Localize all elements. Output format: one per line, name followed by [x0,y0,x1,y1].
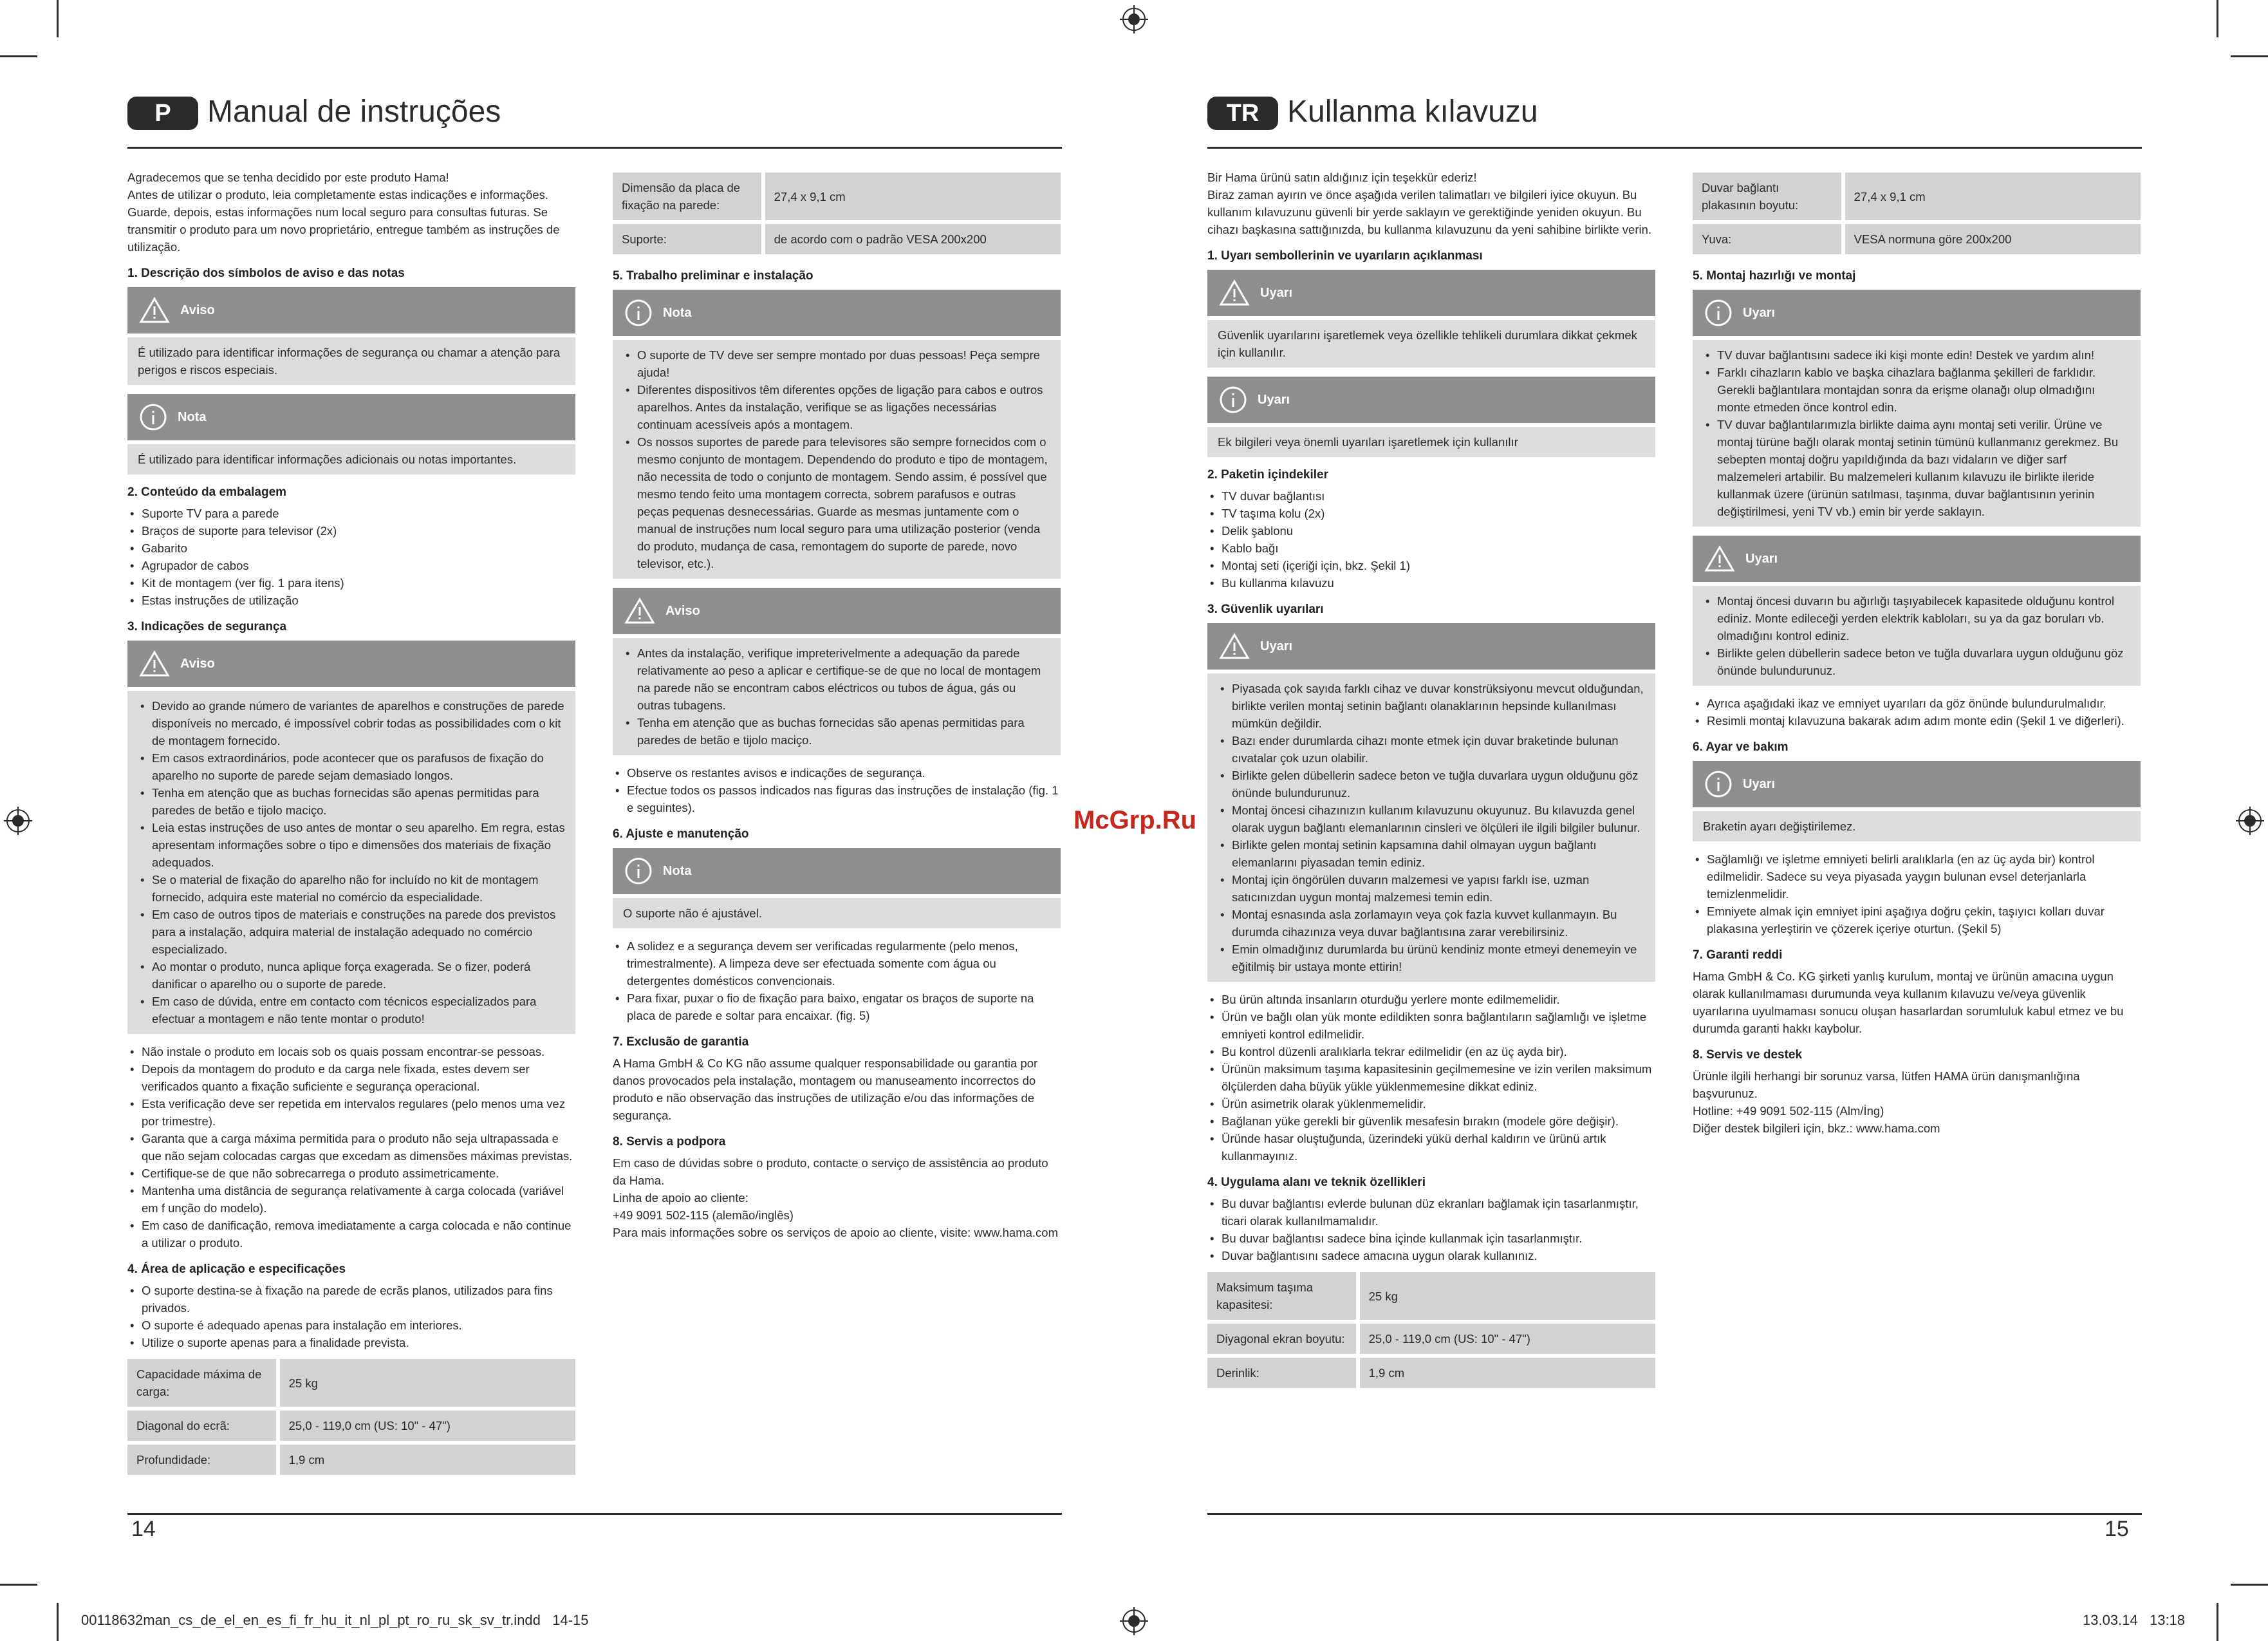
list-item: • Kablo bağı [1207,539,1655,557]
section-heading: 3. Güvenlik uyarıları [1207,603,1324,616]
safety-list [127,1043,575,1252]
maintenance-list [1693,850,2141,937]
list-item: • Montaj öncesi duvarın bu ağırlığı taşıyabilecek kapasitede olduğunu kontrol ediniz. Monte edileceği yerden elektrik kabloları, su ya da gaz boruları vb. olmadığını kontrol ediniz. [1703,592,2130,644]
list-item: • Resimli montaj kılavuzuna bakarak adım adım monte edin (Şekil 1 ve diğerleri). [1693,712,2141,729]
right-page-header [1207,97,2141,135]
list-item: • Tenha em atenção que as buchas fornecidas são apenas permitidas para paredes de betão e tijolo maciço. [138,784,565,819]
section-heading: 1. Uyarı sembollerinin ve uyarıların açıklanması [1207,249,1483,263]
section-heading: 8. Servis a podpora [613,1135,726,1149]
table-row: Capacidade máxima de carga: 25 kg [127,1359,575,1407]
list-item: • Ayrıca aşağıdaki ikaz ve emniyet uyarıları da göz önünde bulundurulmalıdır. [1693,695,2141,712]
package-contents-list [1207,487,1655,592]
note-box: Uyarı Ek bilgileri veya önemli uyarıları işaretlemek için kullanılır [1207,377,1655,457]
watermark: McGrp.Ru [1074,806,1197,834]
warning-triangle-icon [1704,545,1735,572]
table-row: Derinlik: 1,9 cm [1207,1358,1655,1388]
warning-triangle-icon [139,650,170,677]
print-date: 13.03.14 13:18 [2083,1612,2186,1628]
list-item: • Gabarito [127,539,575,557]
file-slug: 00118632man_cs_de_el_en_es_fi_fr_hu_it_nl_pl_pt_ro_ru_sk_sv_tr.indd 14-15 [81,1612,589,1628]
list-item: • Emniyete almak için emniyet ipini aşağıya doğru çekin, taşıyıcı kolları duvar plakasına yerleştirin ve çözerek içeriye oturtun. (Şekil 5) [1693,903,2141,937]
table-row: Diyagonal ekran boyutu: 25,0 - 119,0 cm (US: 10" - 47") [1207,1324,1655,1354]
section-heading: 2. Conteúdo da embalagem [127,485,287,499]
info-icon [1704,770,1733,798]
warning-box: Uyarı • Piyasada çok sayıda farklı cihaz ve duvar konstrüksiyonu mevcut olduğundan, birlikte verilen montaj setinin bağlantı olanaklarının hepsinde kullanılması mümkün değildir. • Bazı ender durumlarda cihazı monte etmek için duvar braketinde bulunan cıvatalar çok uzun olabilir. • Birlikte gelen dübellerin sadece beton ve tuğla duvarlara uygun olduğunu göz önünde bulundurunuz. • Montaj öncesi cihazınızın kullanım kılavuzunu okuyunuz. Bu kılavuzda genel olarak uygun bağlantı elemanlarının cinsleri ve ölçüleri ile ilgili bilgiler bulunur. • Birlikte gelen montaj setinin kapsamına dahil olmayan uygun bağlantı elemanlarını piyasadan temin ediniz. • Montaj için öngörülen duvarın malzemesi ve yapısı farklı ise, uzman satıcınızdan uygun montaj malzemesi temin edin. • Montaj esnasında asla zorlamayın veya çok fazla kuvvet kullanmayın. Bu durumda cihazınıza veya duvar bağlantısına zarar verebilirsiniz. • Emin olmadığınız durumlarda bu ürünü kendiniz monte etmeyi denemeyin ve eğitilmiş bir ustaya monte ettirin! [1207,623,1655,982]
table-row: Suporte: de acordo com o padrão VESA 200x200 [613,224,1061,254]
language-badge: P [127,97,198,130]
installation-list [1693,695,2141,729]
list-item: • Antes da instalação, verifique impreterivelmente a adequação da parede relativamente ao peso a aplicar e certifique-se de que no local de montagem na parede não se encontram cabos eléctricos ou tubos de água, gás ou outras tubagens. [623,644,1050,714]
table-row: Diagonal do ecrã: 25,0 - 119,0 cm (US: 10" - 47") [127,1411,575,1441]
list-item: • TV duvar bağlantılarımızla birlikte daima aynı montaj seti verilir. Ürüne ve montaj türüne bağlı olarak montaj setinin tümünü kullanmanız gerekmez. Bu sebepten montaj doğru yapıldığında da bazı vidaların ve diğer sarf malzemeleri artabilir. Bu malzemeleri kullanım kılavuzu ile birlikte ileride kullanmak üzere (ürünün satılması, taşınma, duvar bağlantısının yerinin değiştirilmesi, yeni TV vb.) emin bir yerde saklayın. [1703,416,2130,520]
list-item: • TV duvar bağlantısını sadece iki kişi monte edin! Destek ve yardım alın! [1703,346,2130,364]
page-title: Manual de instruções [207,95,501,129]
list-item: • TV taşıma kolu (2x) [1207,505,1655,522]
section-heading: 7. Garanti reddi [1693,948,1783,962]
list-item: • Montaj esnasında asla zorlamayın veya çok fazla kuvvet kullanmayın. Bu durumda cihazınıza veya duvar bağlantısına zarar verebilirsiniz. [1218,906,1645,941]
list-item: • Ao montar o produto, nunca aplique força exagerada. Se o fizer, poderá danificar o aparelho ou o suporte de parede. [138,958,565,993]
intro-text: Bir Hama ürünü satın aldığınız için teşekkür ederiz! Biraz zaman ayırın ve önce aşağıda verilen talimatları ve bilgileri iyice okuyun. Bu kullanım kılavuzunu güvenli bir yerde saklayın ve gerektiğinde yeniden okuyun. Bu cihazı başkasına sattığınızda, bu kullanma kılavuzunu da yeni sahibine birlikte verin. [1207,171,1652,236]
warning-box: Aviso É utilizado para identificar informações de segurança ou chamar a atenção para perigos e riscos especiais. [127,287,575,385]
table-row: Duvar bağlantı plakasının boyutu: 27,4 x 9,1 cm [1693,173,2141,220]
list-item: • Ürün ve bağlı olan yük monte edildikten sonra bağlantıların sağlamlığı ve işletme emniyeti kontrol edilmelidir. [1207,1008,1655,1043]
table-row: Maksimum taşıma kapasitesi: 25 kg [1207,1272,1655,1320]
footer-rule [1207,1513,2142,1515]
crop-mark [2231,1584,2268,1586]
list-item: • Piyasada çok sayıda farklı cihaz ve duvar konstrüksiyonu mevcut olduğundan, birlikte verilen montaj setinin bağlantı olanaklarının hepsinde kullanılması mümkün değildir. [1218,680,1645,732]
section-heading: 8. Servis ve destek [1693,1048,1803,1062]
list-item: • Os nossos suportes de parede para televisores são sempre fornecidos com o mesmo conjunto de montagem. Dependendo do produto e tipo de montagem, não necessita de todo o conjunto de montagem. Sendo assim, é possível que mesmo tendo feito uma montagem correcta, sobrem parafusos e outras peças pequenas desnecessárias. Guarde as mesmas juntamente com o manual de instruções num local seguro para uma utilização posterior (venda do produto, mudança de casa, remontagem do suporte de parede, novo televisor, etc.). [623,433,1050,572]
info-icon [1704,299,1733,327]
crop-mark [2231,55,2268,57]
section-heading: 6. Ajuste e manutenção [613,827,749,841]
table-row: Profundidade: 1,9 cm [127,1445,575,1475]
maintenance-list [613,937,1061,1024]
info-icon [624,857,653,885]
left-column-1 [127,169,575,1485]
list-item: • Montaj seti (içeriği için, bkz. Şekil 1) [1207,557,1655,574]
list-item: • Üründe hasar oluştuğunda, üzerindeki yükü derhal kaldırın ve ürünü artık kullanmayınız. [1207,1130,1655,1165]
warning-box: Uyarı • Montaj öncesi duvarın bu ağırlığı taşıyabilecek kapasitede olduğunu kontrol ediniz. Monte edileceği yerden elektrik kabloları, su ya da gaz boruları vb. olmadığını kontrol ediniz. • Birlikte gelen dübellerin sadece beton ve tuğla duvarlara uygun olduğunu göz önünde bulundurunuz. [1693,536,2141,686]
page-title: Kullanma kılavuzu [1287,95,1538,129]
list-item: • Em caso de outros tipos de materiais e construções na parede dos previstos para a instalação, adquira material de instalação adequado no comércio especializado. [138,906,565,958]
note-box: Uyarı • TV duvar bağlantısını sadece iki kişi monte edin! Destek ve yardım alın! • Farklı cihazların kablo ve başka cihazlara bağlanma şekilleri de farklıdır. Gerekli bağlantılara montajdan sonra da erişme olanağı olup olmadığını monte etmeden önce kontrol edin. • TV duvar bağlantılarımızla birlikte daima aynı montaj seti verilir. Ürüne ve montaj türüne bağlı olarak montaj setinin tümünü kullanmanız gerekmez. Bu sebepten montaj doğru yapıldığında da bazı vidaların ve diğer sarf malzemeleri artabilir. Bu malzemeleri kullanım kılavuzu ile birlikte ileride kullanmak üzere (ürünün satılması, taşınma, duvar bağlantısının yerinin değiştirilmesi, yeni TV vb.) emin bir yerde saklayın. [1693,290,2141,527]
spec-table [1693,169,2141,258]
right-column-2 [1693,169,2141,1142]
section-heading: 4. Área de aplicação e especificações [127,1262,346,1276]
crop-mark [57,0,59,37]
list-item: • Para fixar, puxar o fio de fixação para baixo, engatar os braços de suporte na placa de parede e soltar para encaixar. (fig. 5) [613,989,1061,1024]
list-item: • O suporte é adequado apenas para instalação em interiores. [127,1317,575,1334]
list-item: • Birlikte gelen dübellerin sadece beton ve tuğla duvarlara uygun olduğunu göz önünde bulundurunuz. [1703,644,2130,679]
list-item: • Bağlanan yüke gerekli bir güvenlik mesafesin bırakın (modele göre değişir). [1207,1112,1655,1130]
header-rule [1207,147,2142,149]
list-item: • Bu kontrol düzenli aralıklarla tekrar edilmelidir (en az üç ayda bir). [1207,1043,1655,1060]
section-heading: 7. Exclusão de garantia [613,1035,749,1049]
warning-triangle-icon [624,597,655,624]
crop-mark [0,55,37,57]
crop-mark [0,1584,37,1586]
section-heading: 5. Montaj hazırlığı ve montaj [1693,269,1856,283]
list-item: • Duvar bağlantısını sadece amacına uygun olarak kullanınız. [1207,1247,1655,1264]
list-item: • Não instale o produto em locais sob os quais possam encontrar-se pessoas. [127,1043,575,1060]
list-item: • Diferentes dispositivos têm diferentes opções de ligação para cabos e outros aparelhos. Antes da instalação, verifique se as ligações necessárias continuam acessíveis após a montagem. [623,381,1050,433]
list-item: • Bu ürün altında insanların oturduğu yerlere monte edilmemelidir. [1207,991,1655,1008]
list-item: • Observe os restantes avisos e indicações de segurança. [613,764,1061,782]
list-item: • Agrupador de cabos [127,557,575,574]
warning-triangle-icon [1219,279,1250,306]
right-column-1 [1207,169,1655,1398]
application-list [127,1282,575,1351]
list-item: • O suporte destina-se à fixação na parede de ecrãs planos, utilizados para fins privados. [127,1282,575,1317]
list-item: • Kit de montagem (ver fig. 1 para itens) [127,574,575,592]
service-text: Em caso de dúvidas sobre o produto, contacte o serviço de assistência ao produto da Hama. Linha de apoio ao cliente: +49 9091 502-115 (alemão/inglês) Para mais informações sobre os serviços de apoio ao cliente, visite: www.hama.com [613,1156,1058,1239]
spec-table [613,169,1061,258]
list-item: • Bazı ender durumlarda cihazı monte etmek için duvar braketinde bulunan cıvatalar çok uzun olabilir. [1218,732,1645,767]
section-heading: 1. Descrição dos símbolos de aviso e das notas [127,267,405,280]
list-item: • Utilize o suporte apenas para a finalidade prevista. [127,1334,575,1351]
crop-mark [57,1603,59,1641]
spec-table [127,1355,575,1479]
list-item: • A solidez e a segurança devem ser verificadas regularmente (pelo menos, trimestralmente). A limpeza deve ser efectuada somente com água ou detergentes domésticos convencionais. [613,937,1061,989]
list-item: • Montaj için öngörülen duvarın malzemesi ve yapısı farklı ise, uzman satıcınızdan uygun montaj malzemesi temin edin. [1218,871,1645,906]
list-item: • O suporte de TV deve ser sempre montado por duas pessoas! Peça sempre ajuda! [623,346,1050,381]
package-contents-list [127,505,575,609]
info-icon [624,299,653,327]
section-heading: 2. Paketin içindekiler [1207,468,1328,482]
list-item: • Bu kullanma kılavuzu [1207,574,1655,592]
list-item: • Birlikte gelen montaj setinin kapsamına dahil olmayan uygun bağlantı elemanlarını piyasadan temin ediniz. [1218,836,1645,871]
service-text: Ürünle ilgili herhangi bir sorunuz varsa, lütfen HAMA ürün danışmanlığına başvurunuz. Hotline: +49 9091 502-115 (Alm/İng) Diğer destek bilgileri için, bkz.: www.hama.com [1693,1069,2080,1135]
header-rule [127,147,1062,149]
list-item: • Efectue todos os passos indicados nas figuras das instruções de instalação (fig. 1 e seguintes). [613,782,1061,816]
info-icon [139,403,167,431]
spec-table [1207,1268,1655,1392]
table-row: Yuva: VESA normuna göre 200x200 [1693,224,2141,254]
list-item: • Farklı cihazların kablo ve başka cihazlara bağlanma şekilleri de farklıdır. Gerekli bağlantılara montajdan sonra da erişme olanağı olup olmadığını monte etmeden önce kontrol edin. [1703,364,2130,416]
list-item: • Birlikte gelen dübellerin sadece beton ve tuğla duvarlara uygun olduğunu göz önünde bulundurunuz. [1218,767,1645,802]
list-item: • Depois da montagem do produto e da carga nele fixada, estes devem ser verificados quanto a fixação suficiente e segurança operacional. [127,1060,575,1095]
list-item: • Devido ao grande número de variantes de aparelhos e construções de parede disponíveis no mercado, é impossível cobrir todas as possibilidades com o kit de montagem fornecido. [138,697,565,749]
list-item: • Certifique-se de que não sobrecarrega o produto assimetricamente. [127,1165,575,1182]
list-item: • Garanta que a carga máxima permitida para o produto não seja ultrapassada e que não sejam colocadas cargas que excedam as dimensões máximas previstas. [127,1130,575,1165]
registration-mark-icon [4,807,32,835]
warning-triangle-icon [139,297,170,324]
registration-mark-icon [1120,1607,1148,1635]
list-item: • TV duvar bağlantısı [1207,487,1655,505]
list-item: • Tenha em atenção que as buchas fornecidas são apenas permitidas para paredes de betão e tijolo maciço. [623,714,1050,749]
list-item: • Ürün asimetrik olarak yüklenmemelidir. [1207,1095,1655,1112]
crop-mark [2217,1603,2218,1641]
installation-list [613,764,1061,816]
registration-mark-icon [1120,5,1148,33]
warranty-text: Hama GmbH & Co. KG şirketi yanlış kurulum, montaj ve ürünün amacına uygun olarak kullanılmaması durumunda veya kullanım kılavuzu ve/veya güvenlik uyarılarına uyulmaması sonucu oluşan hasarlardan sorumluluk kabul etmez ve bu durumda garanti hakkı kaybolur. [1693,970,2124,1035]
list-item: • Se o material de fixação do aparelho não for incluído no kit de montagem fornecido, adquira este material no comércio da especialidade. [138,871,565,906]
list-item: • Suporte TV para a parede [127,505,575,522]
footer-rule [127,1513,1062,1515]
list-item: • Mantenha uma distância de segurança relativamente à carga colocada (variável em f unção do modelo). [127,1182,575,1217]
application-list [1207,1195,1655,1264]
list-item: • Montaj öncesi cihazınızın kullanım kılavuzunu okuyunuz. Bu kılavuzda genel olarak uygun bağlantı elemanlarının cinsleri ve ölçüleri ile ilgili bilgiler bulunur. [1218,802,1645,836]
warning-triangle-icon [1219,633,1250,660]
list-item: • Estas instruções de utilização [127,592,575,609]
list-item: • Emin olmadığınız durumlarda bu ürünü kendiniz monte etmeyi denemeyin ve eğitilmiş bir ustaya monte ettirin! [1218,941,1645,975]
page-number: 15 [2105,1517,2129,1541]
table-row: Dimensão da placa de fixação na parede: 27,4 x 9,1 cm [613,173,1061,220]
list-item: • Bu duvar bağlantısı sadece bina içinde kullanmak için tasarlanmıştır. [1207,1230,1655,1247]
list-item: • Em caso de dúvida, entre em contacto com técnicos especializados para efectuar a montagem e não tente montar o produto! [138,993,565,1027]
crop-mark [2217,0,2218,37]
list-item: • Em casos extraordinários, pode acontecer que os parafusos de fixação do aparelho no suporte de parede sejam demasiado longos. [138,749,565,784]
section-heading: 4. Uygulama alanı ve teknik özellikleri [1207,1176,1426,1189]
section-heading: 5. Trabalho preliminar e instalação [613,269,813,283]
list-item: • Sağlamlığı ve işletme emniyeti belirli aralıklarla (en az üç ayda bir) kontrol edilmelidir. Sadece su veya piyasada yaygın bulunan evsel deterjanlarla temizlenmelidir. [1693,850,2141,903]
note-box: Nota • O suporte de TV deve ser sempre montado por duas pessoas! Peça sempre ajuda! • Diferentes dispositivos têm diferentes opções de ligação para cabos e outros aparelhos. Antes da instalação, verifique se as ligações necessárias continuam acessíveis após a montagem. • Os nossos suportes de parede para televisores são sempre fornecidos com o mesmo conjunto de montagem. Dependendo do produto e tipo de montagem, não necessita de todo o conjunto de montagem. Sendo assim, é possível que mesmo tendo feito uma montagem correcta, sobrem parafusos e outras peças pequenas desnecessárias. Guarde as mesmas juntamente com o manual de instruções num local seguro para uma utilização posterior (venda do produto, mudança de casa, remontagem do suporte de parede, novo televisor, etc.). [613,290,1061,579]
list-item: • Bu duvar bağlantısı evlerde bulunan düz ekranları bağlamak için tasarlanmıştır, ticari olarak kullanılmamalıdır. [1207,1195,1655,1230]
warning-box: Aviso • Devido ao grande número de variantes de aparelhos e construções de parede disponíveis no mercado, é impossível cobrir todas as possibilidades com o kit de montagem fornecido. • Em casos extraordinários, pode acontecer que os parafusos de fixação do aparelho no suporte de parede sejam demasiado longos. • Tenha em atenção que as buchas fornecidas são apenas permitidas para paredes de betão e tijolo maciço. • Leia estas instruções de uso antes de montar o seu aparelho. Em regra, estas apresentam informações sobre o tipo e dimensões dos materiais de fixação adequados. • Se o material de fixação do aparelho não for incluído no kit de montagem fornecido, adquira este material no comércio da especialidade. • Em caso de outros tipos de materiais e construções na parede dos previstos para a instalação, adquira material de instalação adequado no comércio especializado. • Ao montar o produto, nunca aplique força exagerada. Se o fizer, poderá danificar o aparelho ou o suporte de parede. • Em caso de dúvida, entre em contacto com técnicos especializados para efectuar a montagem e não tente montar o produto! [127,641,575,1034]
list-item: • Leia estas instruções de uso antes de montar o seu aparelho. Em regra, estas apresentam informações sobre o tipo e dimensões dos materiais de fixação adequados. [138,819,565,871]
warning-box: Aviso • Antes da instalação, verifique impreterivelmente a adequação da parede relativamente ao peso a aplicar e certifique-se de que no local de montagem na parede não se encontram cabos eléctricos ou tubos de água, gás ou outras tubagens. • Tenha em atenção que as buchas fornecidas são apenas permitidas para paredes de betão e tijolo maciço. [613,588,1061,755]
note-box: Nota É utilizado para identificar informações adicionais ou notas importantes. [127,394,575,474]
safety-list [1207,991,1655,1165]
list-item: • Esta verificação deve ser repetida em intervalos regulares (pelo menos uma vez por trimestre). [127,1095,575,1130]
warranty-text: A Hama GmbH & Co KG não assume qualquer responsabilidade ou garantia por danos provocados pela instalação, montagem ou manuseamento incorrectos do produto e não observação das instruções de utilização e/ou das informações de segurança. [613,1056,1038,1122]
page-number: 14 [131,1517,156,1541]
note-box: Nota O suporte não é ajustável. [613,848,1061,928]
registration-mark-icon [2236,807,2264,835]
language-badge: TR [1207,97,1278,130]
list-item: • Em caso de danificação, remova imediatamente a carga colocada e não continue a utilizar o produto. [127,1217,575,1252]
intro-text: Agradecemos que se tenha decidido por este produto Hama! Antes de utilizar o produto, leia completamente estas indicações e informações. Guarde, depois, estas informações num local seguro para consultas futuras. Se transmitir o produto para um novo proprietário, entregue também as instruções de utilização. [127,171,560,254]
section-heading: 6. Ayar ve bakım [1693,740,1789,754]
list-item: • Ürünün maksimum taşıma kapasitesinin geçilmemesine ve izin verilen maksimum ölçülerden daha büyük yükle yüklenmemesine dikkat ediniz. [1207,1060,1655,1095]
left-page-header [127,97,1061,135]
section-heading: 3. Indicações de segurança [127,620,287,633]
list-item: • Delik şablonu [1207,522,1655,539]
list-item: • Braços de suporte para televisor (2x) [127,522,575,539]
warning-box: Uyarı Güvenlik uyarılarını işaretlemek veya özellikle tehlikeli durumlara dikkat çekmek için kullanılır. [1207,270,1655,368]
note-box: Uyarı Braketin ayarı değiştirilemez. [1693,761,2141,841]
info-icon [1219,386,1247,414]
left-column-2 [613,169,1061,1246]
